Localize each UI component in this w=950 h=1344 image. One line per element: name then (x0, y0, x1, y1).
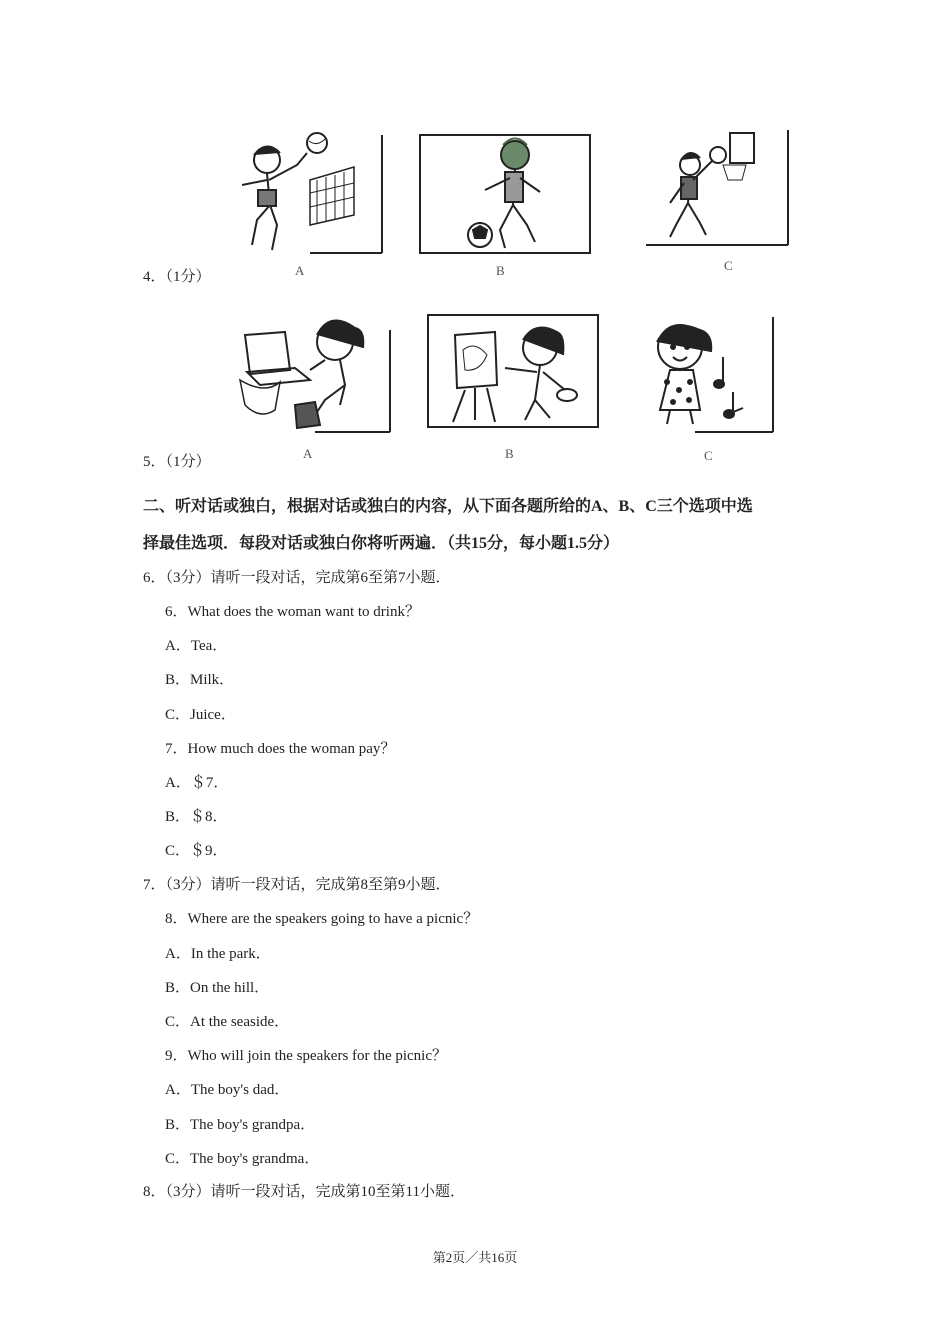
girl-painting-icon (428, 315, 598, 427)
q6-sub6-option-c[interactable]: C．Juice． (165, 707, 236, 723)
q6-sub6-question: 6．What does the woman want to drink？ (165, 604, 420, 620)
q7-sub9-option-a[interactable]: A．The boy's dad． (165, 1082, 290, 1098)
q4-picture-c (618, 125, 793, 250)
q4-label: 4．（1分） (143, 269, 211, 285)
soccer-player-icon (420, 135, 590, 253)
section2-heading-line2: 择最佳选项．每段对话或独白你将听两遍．（共15分，每小题1.5分） (143, 535, 620, 552)
q7-sub9-question: 9．Who will join the speakers for the picnic？ (165, 1048, 448, 1064)
q6-sub6-option-b[interactable]: B．Milk． (165, 672, 235, 688)
volleyball-player-icon (242, 133, 382, 253)
q4-option-b[interactable]: B (496, 263, 505, 278)
q5-option-c[interactable]: C (704, 448, 713, 463)
q7-intro: 7．（3分）请听一段对话，完成第8至第9小题． (143, 877, 451, 893)
basketball-player-icon (646, 130, 788, 245)
q5-label: 5．（1分） (143, 454, 211, 470)
q6-sub6-option-a[interactable]: A．Tea． (165, 638, 228, 654)
q4-option-c[interactable]: C (724, 258, 733, 273)
q7-sub9-option-b[interactable]: B．The boy's grandpa． (165, 1117, 316, 1133)
girl-singing-icon (657, 317, 773, 432)
q4-option-a[interactable]: A (295, 263, 305, 278)
girl-computer-icon (240, 320, 390, 432)
section2-heading-line1: 二、听对话或独白，根据对话或独白的内容，从下面各题所给的A、B、C三个选项中选 (143, 498, 753, 515)
q7-sub8-option-b[interactable]: B．On the hill． (165, 980, 270, 996)
q7-sub8-option-a[interactable]: A．In the park． (165, 946, 271, 962)
q5-picture-b (425, 310, 605, 430)
q5-option-b[interactable]: B (505, 446, 514, 461)
q6-intro: 6．（3分）请听一段对话，完成第6至第7小题． (143, 570, 451, 586)
q6-sub7-option-c[interactable]: C．＄9． (165, 843, 228, 859)
q4-picture-b (415, 130, 595, 260)
q5-picture-a (235, 310, 395, 435)
q5-picture-c (645, 312, 780, 437)
q6-sub7-question: 7．How much does the woman pay？ (165, 741, 396, 757)
q4-picture-a (232, 125, 392, 260)
page-footer: 第2页／共16页 (432, 1250, 518, 1265)
q8-intro: 8．（3分）请听一段对话，完成第10至第11小题． (143, 1184, 465, 1200)
q5-option-a[interactable]: A (303, 446, 313, 461)
q6-sub7-option-b[interactable]: B．＄8． (165, 809, 228, 825)
q7-sub9-option-c[interactable]: C．The boy's grandma． (165, 1151, 320, 1167)
q7-sub8-option-c[interactable]: C．At the seaside． (165, 1014, 290, 1030)
q7-sub8-question: 8．Where are the speakers going to have a picnic？ (165, 911, 479, 927)
q6-sub7-option-a[interactable]: A．＄7． (165, 775, 229, 791)
